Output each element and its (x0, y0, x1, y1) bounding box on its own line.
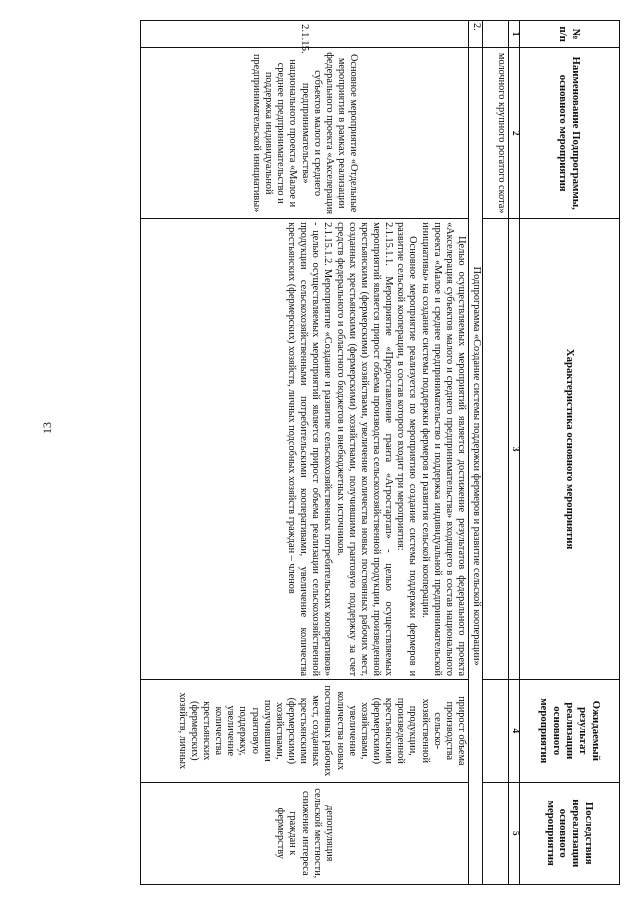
column-number: 1 (509, 21, 520, 48)
characteristic-paragraph: Основное мероприятие реализуется по мероприятию создание системы поддержки фермеров и развитие сельской кооперации, в состав которого входит три мероприятия: (395, 222, 419, 677)
measures-table (140, 20, 620, 885)
continuation-num (483, 21, 509, 48)
continuation-name: молочного крупного рогатого скота» (483, 48, 509, 219)
header-characteristic: Характеристика основного мероприятия (520, 219, 620, 680)
characteristic-paragraph: Целью осуществляемых мероприятий является достижение результатов федерального проекта «Акселерация субъектов малого и среднего предпринимательства» входящего в состав национального проекта «Малое и среднее предпринимательство и поддержка индивидуальной предпринимательской инициативы» на создание системы поддержки фермеров и развития сельской кооперации. (419, 222, 467, 677)
header-result: Ожидаемый результат реализации основного мероприятия (520, 680, 620, 782)
characteristic-paragraph: 2.1.15.1.2. Мероприятие «Создание и развитие сельскохозяйственных потребительских кооперативов» - целью осуществляемых мероприятий является прирост объема реализации сельскохозяйственной продукции сельскохозяйственными потребительскими кооперативами, увеличение количества крестьянских (фермерских) хозяйств, личных подсобных хозяйств граждан – членов (286, 222, 334, 677)
column-number: 3 (509, 219, 520, 680)
empty-cell (483, 782, 509, 884)
empty-cell (483, 219, 509, 680)
header-name: Наименование Подпрограммы, основного мероприятия (520, 48, 620, 219)
page-number: 13 (40, 422, 54, 434)
column-number: 2 (509, 48, 520, 219)
column-number-row (509, 21, 520, 885)
continuation-row (483, 21, 509, 885)
main-measure-row (141, 21, 469, 885)
header-num: № п/п (520, 21, 620, 48)
characteristic-paragraph: 2.1.15.1.1. Мероприятие «Предоставление гранта «Агростартап» - целью осуществляемых мероприятий является прирост объема производства сельскохозяйственной продукции, произведенной крестьянскими (фермерскими) хозяйствами, увеличение количества новых постоянных рабочих мест, созданных крестьянскими (фермерскими) хозяйствами, получившими грантовую поддержку за счет средств федерального и областного бюджетов и внебюджетных источников. (334, 222, 395, 677)
measure-characteristic (141, 219, 469, 680)
subprogram-row (469, 21, 483, 885)
column-number: 5 (509, 782, 520, 884)
measure-consequences: депопуляция сельской местности, снижение интереса граждан к фермерству (141, 782, 469, 884)
table-header-row (520, 21, 620, 885)
header-consequences: Последствия нереализации основного мероприятия (520, 782, 620, 884)
subprogram-num: 2. (469, 21, 483, 48)
measure-expected-result: прирост объема производства сельско-хозяйственной продукции, произведенной крестьянскими (фермерскими) хозяйствами, увеличение количества новых постоянных рабочих мест, созданных крестьянскими (фермерскими) хозяйствами, получившими грантовую поддержку, увеличение количества крестьянских (фермерских) хозяйств, личных (141, 680, 469, 782)
empty-cell (483, 680, 509, 782)
column-number: 4 (509, 680, 520, 782)
measure-name: Основное мероприятие «Отдельные мероприятия в рамках реализации федерального проекта «Акселерация субъектов малого и среднего предпринимательства» национального проекта «Малое и среднее предпринимательство и поддержка индивидуальной предпринимательской инициативы» (141, 48, 469, 219)
document-table-sheet (140, 20, 620, 885)
subprogram-title: Подпрограмма «Создание системы поддержки фермеров и развитие сельской кооперации» (469, 48, 483, 885)
measure-num: 2.1.15. (141, 21, 469, 48)
